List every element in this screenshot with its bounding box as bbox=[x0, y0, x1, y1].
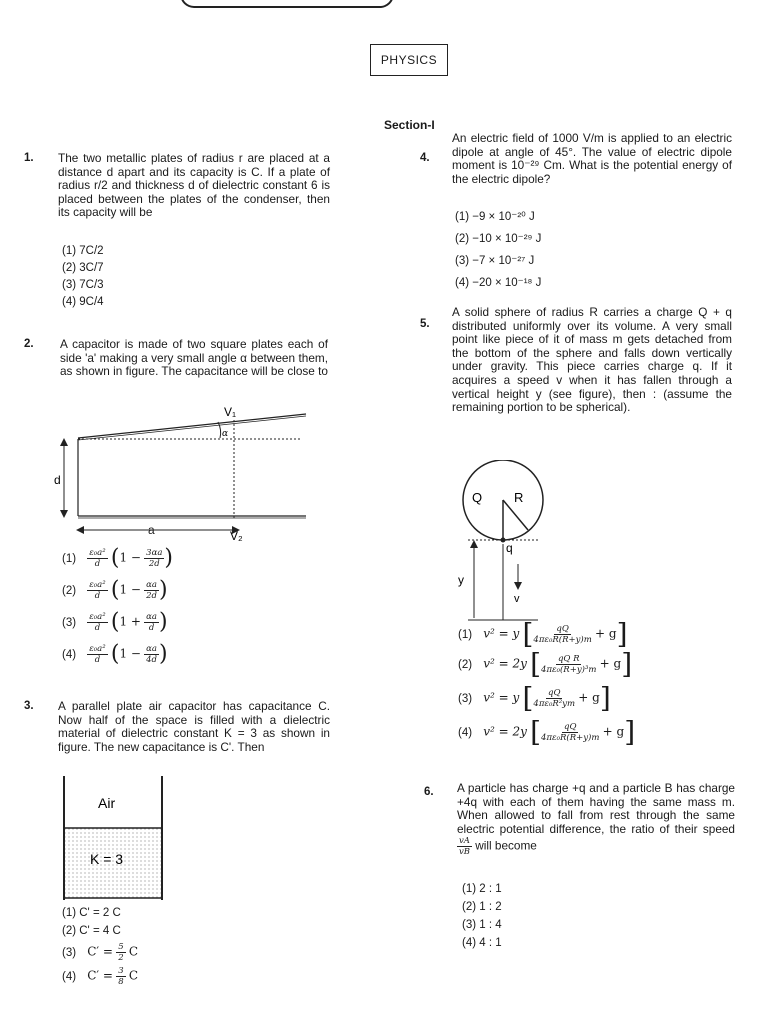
q6-option-1: (1) 2 : 1 bbox=[462, 883, 502, 895]
q1-number: 1. bbox=[24, 152, 34, 164]
v1-label: V₁ bbox=[224, 405, 237, 419]
q1-option-3: (3) 7C/3 bbox=[62, 279, 104, 291]
q3-option-3: (3) C′ = $\frac{5}{2}$ C bbox=[62, 942, 138, 963]
q-label: q bbox=[506, 541, 513, 555]
q5-text: A solid sphere of radius R carries a charge Q + q distributed uniformly over its volume. A very small point like piece of it of mass m gets detached from the bottom of the sphere and falls down vertically under gravity. This piece carries charge q. If it acquires a speed v when it has fallen through a vertical height y (see figure), then : (assume the remaining portion to be spherical). bbox=[452, 305, 732, 415]
air-label: Air bbox=[98, 795, 116, 811]
q1-options bbox=[62, 244, 104, 309]
q5-number: 5. bbox=[420, 318, 430, 330]
q2-number: 2. bbox=[24, 338, 34, 350]
q5-sphere-figure bbox=[448, 460, 558, 624]
q4-number: 4. bbox=[420, 152, 430, 164]
q3-option-2: (2) C' = 4 C bbox=[62, 925, 121, 937]
q6-option-4: (4) 4 : 1 bbox=[462, 937, 502, 949]
q2-option-1: (1) $\frac{\text{ε₀a²}}{d}$ (1 − $\frac{3\alpha a}{2d}$ ) bbox=[62, 545, 173, 571]
q2-text: A capacitor is made of two square plates each of side 'a' making a very small angle α between them, as shown in figure. The capacitance will be close to bbox=[60, 337, 328, 379]
q5-option-4: (4) v² = 2y [ $\frac{qQ}{\text{4πε₀R(R+y)m}}$ + g] bbox=[458, 715, 636, 749]
v-label: v bbox=[514, 593, 520, 605]
q5-option-1: (1) v² = y [ $\frac{qQ}{\text{4πε₀R(R+y)m}}$ + g] bbox=[458, 617, 628, 651]
q4-option-4: (4) −20 × 10⁻¹⁸ J bbox=[455, 277, 542, 289]
q2-option-4: (4) $\frac{\text{ε₀a²}}{d}$ (1 − $\frac{\alpha a}{4d}$ ) bbox=[62, 641, 168, 667]
k-label: K = 3 bbox=[90, 851, 124, 867]
q1-option-2: (2) 3C/7 bbox=[62, 262, 104, 274]
a-label: a bbox=[148, 523, 155, 537]
q1-option-1: (1) 7C/2 bbox=[62, 245, 104, 257]
q3-option-4: (4) C′ = $\frac{3}{8}$ C bbox=[62, 966, 138, 987]
q1-text: The two metallic plates of radius r are placed at a distance d apart and its capacity is C. If a plate of radius r/2 and thickness d of dielectric constant 6 is placed between the plates of the condenser, then its capacity will be bbox=[58, 151, 330, 220]
q6-text: A particle has charge +q and a particle B has charge +4q with each of them having the same mass m. When allowed to fall from rest through the same electric potential difference, the ratio of their speed $\frac{vA}{vB}$ will become bbox=[457, 781, 735, 858]
q6-option-3: (3) 1 : 4 bbox=[462, 919, 502, 931]
subject-box: PHYSICS bbox=[370, 44, 448, 76]
q2-options bbox=[62, 545, 173, 676]
q6-option-2: (2) 1 : 2 bbox=[462, 901, 502, 913]
q5-option-3: (3) v² = y [ $\frac{qQ}{\text{4πε₀R²ym}}$ + g] bbox=[458, 681, 611, 715]
q1-option-4: (4) 9C/4 bbox=[62, 296, 104, 308]
q4-option-2: (2) −10 × 10⁻²⁹ J bbox=[455, 233, 542, 245]
section-title: Section-I bbox=[384, 118, 435, 132]
q2-option-2: (2) $\frac{\text{ε₀a²}}{d}$ (1 − $\frac{\alpha a}{2d}$ ) bbox=[62, 577, 168, 603]
q3-text: A parallel plate air capacitor has capacitance C. Now half of the space is filled with a dielectric material of dielectric constant K = 3 as shown in figure. The new capacitance is C'. Then bbox=[58, 699, 330, 754]
q3-dielectric-figure bbox=[60, 776, 168, 902]
q3-number: 3. bbox=[24, 700, 34, 712]
q6-number: 6. bbox=[424, 786, 434, 798]
q3-option-1: (1) C' = 2 C bbox=[62, 907, 121, 919]
d-label: d bbox=[54, 473, 61, 487]
q4-option-1: (1) −9 × 10⁻²⁰ J bbox=[455, 211, 535, 223]
alpha-label: α bbox=[222, 429, 229, 439]
q5-options bbox=[458, 617, 636, 752]
v2-label: V₂ bbox=[230, 529, 243, 543]
R-label: R bbox=[514, 490, 524, 505]
q2-option-3: (3) $\frac{\text{ε₀a²}}{d}$ (1 + $\frac{\alpha a}{d}$ ) bbox=[62, 609, 168, 635]
q4-options bbox=[455, 210, 541, 290]
paper-code-tab bbox=[180, 0, 394, 8]
q3-options bbox=[62, 906, 138, 990]
y-label: y bbox=[458, 573, 464, 587]
q6-options bbox=[462, 882, 502, 950]
q4-text: An electric field of 1000 V/m is applied to an electric dipole at angle of 45°. The value of electric dipole moment is 10⁻²⁹ Cm. What is the potential energy of the electric dipole? bbox=[452, 131, 732, 186]
q2-capacitor-figure bbox=[50, 400, 310, 548]
q4-option-3: (3) −7 × 10⁻²⁷ J bbox=[455, 255, 535, 267]
Q-label: Q bbox=[472, 490, 483, 505]
q5-option-2: (2) v² = 2y [ $\frac{\text{qQ R}}{\text{4πε₀(R+y)³m}}$ + g] bbox=[458, 647, 633, 681]
